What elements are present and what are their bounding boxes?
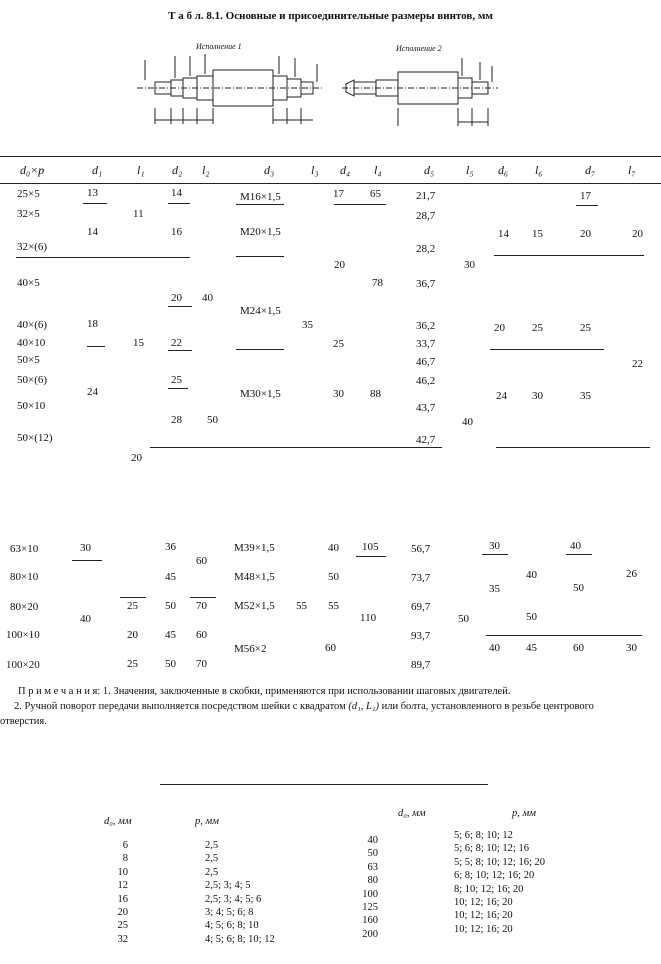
header-l1: l₁ [137,163,145,177]
header-d4: d₄ [340,163,351,177]
header-d5: d₅ [424,163,435,177]
cell-value: 21,7 [416,190,436,202]
pitch-table-cell: 5; 5; 8; 10; 12; 16; 20 [454,856,546,868]
cell-value: 50 [573,582,584,594]
pitch-table-cell: 125 [362,902,378,914]
cell-value: 35 [489,583,500,595]
cell-value: 36 [165,541,176,553]
cell-value: 50 [207,414,218,426]
pitch-table-cell: 5; 6; 8; 10; 12; 16 [454,843,529,855]
cell-value: M39×1,5 [234,542,275,554]
cell-divider [83,203,107,204]
cell-value: 70 [196,658,207,670]
cell-value: 40 [80,613,91,625]
cell-divider [236,349,284,350]
cell-value: 35 [580,390,591,402]
row-label: 32×(6) [17,241,48,253]
pitch-right-d0-column [356,834,378,941]
cell-value: 88 [370,388,381,400]
cell-value: 11 [133,208,144,220]
pitch-table-cell: 10 [117,866,128,878]
cell-value: 65 [370,188,381,200]
cell-value: 30 [333,388,344,400]
row-label: 50×5 [17,354,40,366]
row-label: 50×10 [17,400,46,412]
cell-divider [168,350,192,351]
cell-value: M52×1,5 [234,600,275,612]
cell-value: 110 [360,612,377,624]
cell-value: 40 [202,292,213,304]
header-d6: d₆ [498,163,509,177]
cell-divider [16,257,190,258]
pitch-table-cell: 2,5; 3; 4; 5; 6 [205,893,262,905]
cell-value: 40 [462,416,473,428]
cell-divider [576,205,598,206]
header-l2: l₂ [202,163,210,177]
cell-value: 60 [196,555,207,567]
cell-divider [334,204,386,205]
row-label: 25×5 [17,188,40,200]
pitch-table-cell: 10; 12; 16; 20 [454,923,513,935]
header-d2: d₂ [172,163,183,177]
cell-divider [120,597,146,598]
row-label: 50×(6) [17,374,48,386]
pitch-table-cell: 12 [117,880,128,892]
cell-value: 50 [458,613,469,625]
cell-value: 40 [328,542,339,554]
row-label: 100×20 [6,659,40,671]
cell-divider [168,306,192,307]
cell-value: 33,7 [416,338,436,350]
row-label: 40×10 [17,337,46,349]
pitch-table-cell: 10; 12; 16; 20 [454,897,513,909]
cell-value: 24 [87,386,98,398]
cell-value: 25 [171,374,182,386]
pitch-table-cell: 10; 12; 16; 20 [454,910,513,922]
pitch-header-d0-left: d₀, мм [104,816,132,827]
cell-value: 93,7 [411,630,431,642]
cell-value: 26 [626,568,637,580]
header-d0xp: d₀×p [20,163,45,177]
cell-divider [486,635,642,636]
cell-value: 22 [632,358,643,370]
row-label: 32×5 [17,208,40,220]
cell-value: 105 [362,541,379,553]
pitch-table-cell: 4; 5; 6; 8; 10 [205,920,259,932]
screw-drawing-version-2 [340,52,500,132]
cell-value: 50 [165,658,176,670]
cell-value: 28,7 [416,210,436,222]
row-label: 80×20 [10,601,39,613]
header-l5: l₅ [466,163,474,177]
cell-value: 30 [626,642,637,654]
cell-value: M24×1,5 [240,305,281,317]
header-d7: d₇ [585,163,596,177]
pitch-left-p-column [205,839,275,946]
cell-value: 15 [532,228,543,240]
cell-value: 20 [131,452,142,464]
cell-divider [490,349,604,350]
cell-value: 46,2 [416,375,436,387]
cell-value: 22 [171,337,182,349]
cell-divider [236,256,284,257]
cell-divider [356,556,386,557]
cell-value: 55 [328,600,339,612]
cell-value: 17 [333,188,344,200]
cell-value: 69,7 [411,601,431,613]
cell-value: 89,7 [411,659,431,671]
cell-value: 40 [570,540,581,552]
pitch-table-cell: 2,5 [205,853,219,865]
pitch-table-cell: 4; 5; 6; 8; 10; 12 [205,933,275,945]
cell-value: 25 [127,658,138,670]
note-2-symbol: (d₁, L₁) [348,701,379,712]
cell-value: 20 [171,292,182,304]
cell-value: 42,7 [416,434,436,446]
cell-value: 70 [196,600,207,612]
cell-divider [482,554,508,555]
cell-divider [168,388,188,389]
note-2-text-b: или болта, установленного в резьбе центрового [381,701,594,712]
pitch-table-cell: 3; 4; 5; 6; 8 [205,907,254,919]
cell-value: 14 [87,226,98,238]
figure-label-2: Исполнение 2 [396,44,442,53]
cell-divider [87,346,105,347]
pitch-table-cell: 20 [117,907,128,919]
cell-value: 20 [334,259,345,271]
cell-value: M16×1,5 [240,191,281,203]
header-d3: d₃ [264,163,275,177]
cell-value: 14 [498,228,509,240]
pitch-table-cell: 6; 8; 10; 12; 16; 20 [454,870,535,882]
pitch-header-d0-right: d₀, мм [398,808,426,819]
cell-value: 43,7 [416,402,436,414]
row-label: 50×(12) [17,432,53,444]
row-label: 40×5 [17,277,40,289]
cell-value: 46,7 [416,356,436,368]
cell-value: 30 [80,542,91,554]
pitch-table-cell: 100 [362,888,378,900]
pitch-table-cell: 2,5 [205,866,219,878]
cell-value: 16 [171,226,182,238]
header-d1: d₁ [92,163,103,177]
cell-divider [72,560,102,561]
cell-value: 35 [302,319,313,331]
pitch-header-p-right: p, мм [512,808,536,819]
row-label: 80×10 [10,571,39,583]
note-2-text-a: 2. Ручной поворот передачи выполняется посредством шейки с квадратом [14,701,346,712]
pitch-left-d0-column [106,839,128,946]
cell-value: 40 [489,642,500,654]
cell-divider [190,597,216,598]
cell-value: 25 [333,338,344,350]
cell-value: 45 [526,642,537,654]
pitch-table-cell: 200 [362,928,378,940]
header-l7: l₇ [628,163,636,177]
cell-value: 25 [532,322,543,334]
cell-value: 78 [372,277,383,289]
cell-divider [150,447,442,448]
cell-value: 30 [532,390,543,402]
cell-value: 73,7 [411,572,431,584]
cell-divider [168,203,190,204]
screw-drawing-version-1 [135,50,325,132]
pitch-table-cell: 6 [122,840,128,851]
pitch-right-p-column [454,829,545,936]
cell-value: 13 [87,187,98,199]
cell-value: 50 [526,611,537,623]
cell-value: M20×1,5 [240,226,281,238]
cell-value: 36,2 [416,320,436,332]
pitch-table-cell: 2,5 [205,840,219,851]
cell-value: 18 [87,318,98,330]
pitch-table-cell: 8; 10; 12; 16; 20 [454,883,524,895]
row-label: 63×10 [10,543,39,555]
cell-divider [566,554,592,555]
cell-value: 60 [196,629,207,641]
cell-value: 15 [133,337,144,349]
header-l3: l₃ [311,163,319,177]
table-header-rule [0,183,661,184]
cell-value: 60 [573,642,584,654]
cell-value: 20 [127,629,138,641]
cell-value: 14 [171,187,182,199]
cell-value: 36,7 [416,278,436,290]
row-label: 40×(6) [17,319,48,331]
table-title: Т а б л. 8.1. Основные и присоединительные размеры винтов, мм [168,10,493,22]
figure-label-1: Исполнение 1 [196,42,242,51]
cell-value: 28,2 [416,243,436,255]
table-top-rule [0,156,661,157]
cell-value: 55 [296,600,307,612]
cell-value: 28 [171,414,182,426]
pitch-table-cell: 8 [122,853,128,865]
pitch-table-cell: 16 [117,893,128,905]
cell-value: 24 [496,390,507,402]
cell-divider [496,447,650,448]
cell-value: 60 [325,642,336,654]
pitch-table-cell: 32 [117,933,128,945]
pitch-table-cell: 40 [367,835,378,846]
pitch-table-cell: 5; 6; 8; 10; 12 [454,830,513,841]
cell-value: 45 [165,571,176,583]
header-l6: l₆ [535,163,543,177]
pitch-table-cell: 25 [117,920,128,932]
note-1: П р и м е ч а н и я: 1. Значения, заключенные в скобки, применяются при использовании шаговых двигателей. [18,686,511,697]
cell-divider [236,204,284,205]
pitch-table-cell: 2,5; 3; 4; 5 [205,880,251,892]
cell-divider [494,255,644,256]
header-l4: l₄ [374,163,382,177]
pitch-table-cell: 63 [367,861,378,873]
pitch-table-cell: 80 [367,875,378,887]
cell-value: M30×1,5 [240,388,281,400]
cell-value: M48×1,5 [234,571,275,583]
note-2-continued: отверстия. [0,716,47,727]
cell-value: 25 [580,322,591,334]
pitch-table-cell: 50 [367,848,378,860]
cell-value: 30 [489,540,500,552]
cell-value: 20 [580,228,591,240]
cell-value: 45 [165,629,176,641]
cell-value: 20 [632,228,643,240]
cell-value: 50 [165,600,176,612]
cell-value: M56×2 [234,643,267,655]
cell-value: 40 [526,569,537,581]
pitch-table-rule [160,784,488,785]
cell-value: 50 [328,571,339,583]
row-label: 100×10 [6,629,40,641]
note-2 [14,701,661,712]
cell-value: 56,7 [411,543,431,555]
cell-value: 30 [464,259,475,271]
pitch-table-cell: 160 [362,915,378,927]
cell-value: 25 [127,600,138,612]
cell-value: 20 [494,322,505,334]
cell-value: 17 [580,190,591,202]
pitch-header-p-left: p, мм [195,816,219,827]
